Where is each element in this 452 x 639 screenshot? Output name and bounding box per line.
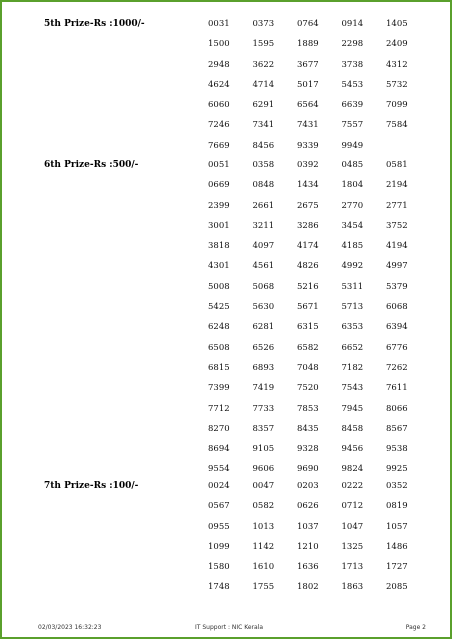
- number-row: [208, 261, 431, 281]
- ticket-number: 7669: [208, 140, 230, 151]
- ticket-number: 0031: [208, 19, 230, 29]
- ticket-number: 3211: [252, 220, 275, 231]
- ticket-number: 0352: [386, 481, 408, 491]
- ticket-number: 2771: [386, 200, 408, 211]
- ticket-number: 1210: [297, 541, 319, 552]
- ticket-number: 5630: [252, 302, 275, 313]
- prize-title-6th: 6th Prize-Rs :500/-: [44, 160, 139, 170]
- ticket-number: 4174: [297, 241, 319, 252]
- ticket-number: 2948: [208, 59, 230, 70]
- ticket-number: 1486: [386, 541, 408, 552]
- ticket-number: 0203: [297, 481, 319, 491]
- number-row: [208, 343, 431, 363]
- ticket-number: 2675: [297, 200, 319, 211]
- page-footer: [2, 624, 450, 634]
- ticket-number: 0914: [341, 19, 364, 29]
- ticket-number: 9456: [341, 444, 364, 455]
- ticket-number: 8456: [252, 140, 275, 151]
- ticket-number: 1037: [297, 521, 319, 532]
- ticket-number: 9328: [297, 444, 319, 455]
- ticket-number: 1500: [208, 39, 230, 50]
- ticket-number: 0712: [341, 501, 364, 512]
- ticket-number: 8694: [208, 444, 230, 455]
- number-row: [208, 80, 431, 100]
- number-row: [208, 481, 431, 501]
- ticket-number: 8458: [341, 423, 364, 434]
- ticket-number: 1863: [341, 582, 364, 593]
- ticket-number: 5453: [341, 79, 364, 90]
- ticket-number: 7099: [386, 100, 408, 111]
- number-row: [208, 522, 431, 542]
- ticket-number: 0051: [208, 160, 230, 170]
- number-row: [208, 180, 431, 200]
- ticket-number: 4301: [208, 261, 230, 272]
- ticket-number: 7520: [297, 383, 319, 394]
- number-row: [208, 241, 431, 261]
- number-row: [208, 100, 431, 120]
- ticket-number: 3818: [208, 241, 230, 252]
- ticket-number: 2770: [341, 200, 364, 211]
- ticket-number: 5216: [297, 281, 319, 292]
- footer-page-number: Page 2: [405, 624, 426, 631]
- ticket-number: 8357: [252, 423, 275, 434]
- number-row: [208, 221, 431, 241]
- ticket-number: 3001: [208, 220, 230, 231]
- ticket-number: 0392: [297, 160, 319, 170]
- ticket-number: 3677: [297, 59, 319, 70]
- ticket-number: 7712: [208, 403, 230, 414]
- ticket-number: 6291: [252, 100, 275, 111]
- number-row: [208, 60, 431, 80]
- ticket-number: 6526: [252, 342, 275, 353]
- ticket-number: 3752: [386, 220, 408, 231]
- ticket-number: 1142: [252, 541, 275, 552]
- ticket-number: 6281: [252, 322, 275, 333]
- ticket-number: 1755: [252, 582, 275, 593]
- ticket-number: 0047: [252, 481, 275, 491]
- ticket-number: 7419: [252, 383, 275, 394]
- ticket-number: 1802: [297, 582, 319, 593]
- ticket-number: 0582: [252, 501, 275, 512]
- ticket-number: 0024: [208, 481, 230, 491]
- ticket-number: 5068: [252, 281, 275, 292]
- ticket-number: 3738: [341, 59, 364, 70]
- ticket-number: 9105: [252, 444, 275, 455]
- prize-grid-5th: [208, 19, 431, 161]
- ticket-number: 0819: [386, 501, 408, 512]
- ticket-number: 0567: [208, 501, 230, 512]
- ticket-number: 1047: [341, 521, 364, 532]
- number-row: [208, 302, 431, 322]
- ticket-number: 4185: [341, 241, 364, 252]
- ticket-number: 7945: [341, 403, 364, 414]
- number-row: [208, 19, 431, 39]
- ticket-number: 5008: [208, 281, 230, 292]
- ticket-number: 2409: [386, 39, 408, 50]
- prize-title-7th: 7th Prize-Rs :100/-: [44, 481, 139, 491]
- number-row: [208, 120, 431, 140]
- number-row: [208, 501, 431, 521]
- ticket-number: 6564: [297, 100, 319, 111]
- ticket-number: 0485: [341, 160, 364, 170]
- ticket-number: 4714: [252, 79, 275, 90]
- ticket-number: 0581: [386, 160, 408, 170]
- ticket-number: 6815: [208, 362, 230, 373]
- ticket-number: 1727: [386, 562, 408, 573]
- ticket-number: 5017: [297, 79, 319, 90]
- ticket-number: 6893: [252, 362, 275, 373]
- ticket-number: 1595: [252, 39, 275, 50]
- ticket-number: 1748: [208, 582, 230, 593]
- number-row: [208, 444, 431, 464]
- ticket-number: 4194: [386, 241, 408, 252]
- ticket-number: 0626: [297, 501, 319, 512]
- ticket-number: 7341: [252, 120, 275, 131]
- ticket-number: 1580: [208, 562, 230, 573]
- ticket-number: 7399: [208, 383, 230, 394]
- ticket-number: 7557: [341, 120, 364, 131]
- ticket-number: 6060: [208, 100, 230, 111]
- ticket-number: 7733: [252, 403, 275, 414]
- ticket-number: 5732: [386, 79, 408, 90]
- ticket-number: 4097: [252, 241, 275, 252]
- ticket-number: 2085: [386, 582, 408, 593]
- ticket-number: 8066: [386, 403, 408, 414]
- ticket-number: 8567: [386, 423, 408, 434]
- ticket-number: 0955: [208, 521, 230, 532]
- ticket-number: 7182: [341, 362, 364, 373]
- ticket-number: 6353: [341, 322, 364, 333]
- ticket-number: 6776: [386, 342, 408, 353]
- ticket-number: 9925: [386, 464, 408, 475]
- ticket-number: 1099: [208, 541, 230, 552]
- ticket-number: 6582: [297, 342, 319, 353]
- ticket-number: 1610: [252, 562, 275, 573]
- ticket-number: 2194: [386, 180, 408, 191]
- ticket-number: 6248: [208, 322, 230, 333]
- ticket-number: 6652: [341, 342, 364, 353]
- ticket-number: 6394: [386, 322, 408, 333]
- ticket-number: 5425: [208, 302, 230, 313]
- ticket-number: 8435: [297, 423, 319, 434]
- ticket-number: 1013: [252, 521, 275, 532]
- ticket-number: 9606: [252, 464, 275, 475]
- prize-grid-7th: [208, 481, 431, 603]
- ticket-number: 4826: [297, 261, 319, 272]
- ticket-number: 7246: [208, 120, 230, 131]
- prize-title-5th: 5th Prize-Rs :1000/-: [44, 19, 145, 29]
- number-row: [208, 383, 431, 403]
- ticket-number: 7611: [386, 383, 408, 394]
- ticket-number: 3286: [297, 220, 319, 231]
- ticket-number: 1434: [297, 180, 319, 191]
- number-row: [208, 39, 431, 59]
- ticket-number: 6639: [341, 100, 364, 111]
- ticket-number: 4624: [208, 79, 230, 90]
- ticket-number: 7853: [297, 403, 319, 414]
- ticket-number: 4992: [341, 261, 364, 272]
- number-row: [208, 363, 431, 383]
- ticket-number: 1636: [297, 562, 319, 573]
- ticket-number: 6508: [208, 342, 230, 353]
- ticket-number: 0764: [297, 19, 319, 29]
- ticket-number: 8270: [208, 423, 230, 434]
- footer-support: IT Support : NIC Kerala: [195, 624, 264, 631]
- ticket-number: 1405: [386, 19, 408, 29]
- ticket-number: 0669: [208, 180, 230, 191]
- ticket-number: 4561: [252, 261, 275, 272]
- number-row: [208, 542, 431, 562]
- ticket-number: 7431: [297, 120, 319, 131]
- ticket-number: 1325: [341, 541, 364, 552]
- ticket-number: 9949: [341, 140, 364, 151]
- ticket-number: 9824: [341, 464, 364, 475]
- ticket-number: 1057: [386, 521, 408, 532]
- ticket-number: 0222: [341, 481, 364, 491]
- ticket-number: 7262: [386, 362, 408, 373]
- number-row: [208, 404, 431, 424]
- footer-timestamp: 02/03/2023 16:32:23: [38, 624, 102, 631]
- prize-grid-6th: [208, 160, 431, 485]
- ticket-number: 2661: [252, 200, 275, 211]
- ticket-number: 4312: [386, 59, 408, 70]
- ticket-number: 5311: [341, 281, 364, 292]
- ticket-number: 6315: [297, 322, 319, 333]
- number-row: [208, 582, 431, 602]
- number-row: [208, 424, 431, 444]
- number-row: [208, 562, 431, 582]
- ticket-number: 6068: [386, 302, 408, 313]
- ticket-number: 1889: [297, 39, 319, 50]
- ticket-number: 5671: [297, 302, 319, 313]
- ticket-number: 1804: [341, 180, 364, 191]
- ticket-number: 7048: [297, 362, 319, 373]
- ticket-number: 9538: [386, 444, 408, 455]
- number-row: [208, 322, 431, 342]
- ticket-number: 1713: [341, 562, 364, 573]
- ticket-number: 9554: [208, 464, 230, 475]
- ticket-number: 7584: [386, 120, 408, 131]
- number-row: [208, 160, 431, 180]
- ticket-number: 9339: [297, 140, 319, 151]
- ticket-number: 2399: [208, 200, 230, 211]
- ticket-number: 5379: [386, 281, 408, 292]
- ticket-number: 3454: [341, 220, 364, 231]
- ticket-number: 0358: [252, 160, 275, 170]
- ticket-number: 9690: [297, 464, 319, 475]
- ticket-number: 5713: [341, 302, 364, 313]
- ticket-number: 3622: [252, 59, 275, 70]
- ticket-number: 0373: [252, 19, 275, 29]
- ticket-number: 0848: [252, 180, 275, 191]
- ticket-number: 2298: [341, 39, 364, 50]
- ticket-number: 4997: [386, 261, 408, 272]
- ticket-number: 7543: [341, 383, 364, 394]
- number-row: [208, 282, 431, 302]
- number-row: [208, 201, 431, 221]
- number-row: [208, 141, 431, 161]
